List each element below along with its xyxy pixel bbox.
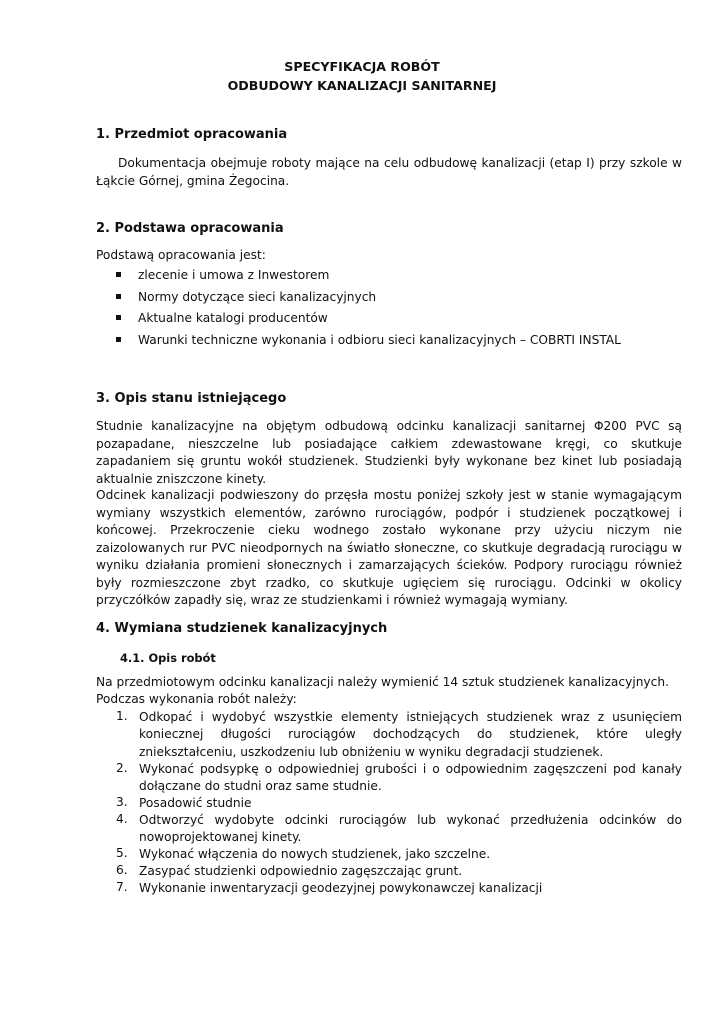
document-title-line1: SPECYFIKACJA ROBÓT [284,59,440,74]
list-number: 1. [116,709,128,723]
section-1-text: Dokumentacja obejmuje roboty mające na celu odbudowę kanalizacji (etap I) przy szkole w Łąkcie Górnej, gmina Żegocina. [96,156,682,188]
section-3-paragraph-2: Odcinek kanalizacji podwieszony do przęsła mostu poniżej szkoły jest w stanie wymagającym wymiany wszystkich elementów, zarówno rurociągów, podpór i studzienek początkowej i końcowej. Przekroczenie cieku wodnego zostało wykonane przy użyciu niczym nie zaizolowanych rur PVC nieodpornych na światło słoneczne, co skutkuje degradacją rurociągu w wyniku działania promieni słonecznych i zamarzających ścieków. Podpory rurociągu również były rozmieszczone zbyt rzadko, co skutkuje ugięciem się rurociągu. Odcinki w okolicy przyczółków zapadły się, wraz ze studzienkami i również wymagają wymiany. [96,488,682,607]
list-number: 3. [116,795,128,809]
section-1-heading: 1. Przedmiot opracowania [96,127,288,142]
list-number: 7. [116,880,128,894]
list-number: 6. [116,863,128,877]
list-number: 5. [116,846,128,860]
list-item-text: Normy dotyczące sieci kanalizacyjnych [138,290,377,304]
list-item-text: Odkopać i wydobyć wszystkie elementy istniejących studzienek wraz z usunięciem koniecznej długości rurociągów dochodzących do studzienek, które uległy zniekształceniu, uszkodzeniu lub obniżeniu w wyniku degradacji studzienek. [139,710,682,759]
section-4-line-2: Podczas wykonania robót należy: [96,692,297,706]
section-3-heading: 3. Opis stanu istniejącego [96,391,287,406]
list-item-text: Wykonać podsypkę o odpowiedniej grubości i o odpowiednim zagęszczeni pod kanały dołączane do studni oraz same studnie. [139,762,682,794]
bullet-square-icon [116,272,121,277]
list-number: 4. [116,812,128,826]
section-2-heading: 2. Podstawa opracowania [96,221,284,236]
list-item-text: Posadowić studnie [139,796,252,810]
list-item-text: Aktualne katalogi producentów [138,311,328,325]
document-title-line2: ODBUDOWY KANALIZACJI SANITARNEJ [227,78,497,93]
section-4-heading: 4. Wymiana studzienek kanalizacyjnych [96,621,388,636]
list-item-text: zlecenie i umowa z Inwestorem [138,268,330,282]
list-item-text: Warunki techniczne wykonania i odbioru sieci kanalizacyjnych – COBRTI INSTAL [138,333,621,347]
bullet-square-icon [116,337,121,342]
section-4-line-1: Na przedmiotowym odcinku kanalizacji należy wymienić 14 sztuk studzienek kanalizacyjnych. [96,675,669,689]
list-item-text: Wykonać włączenia do nowych studzienek, jako szczelne. [139,847,491,861]
bullet-square-icon [116,294,121,299]
section-2-intro: Podstawą opracowania jest: [96,248,266,262]
list-number: 2. [116,761,128,775]
section-3-paragraph-1: Studnie kanalizacyjne na objętym odbudową odcinku kanalizacji sanitarnej Φ200 PVC są pozapadane, nieszczelne lub posiadające całkiem zdewastowane kręgi, co skutkuje zapadaniem się gruntu wokół studzienek. Studzienki były wykonane bez kinet lub posiadają aktualnie zniszczone kinety. [96,419,682,486]
list-item-text: Wykonanie inwentaryzacji geodezyjnej powykonawczej kanalizacji [139,881,543,895]
list-item-text: Odtworzyć wydobyte odcinki rurociągów lub wykonać przedłużenia odcinków do nowoprojektowanej kinety. [139,813,682,845]
list-item-text: Zasypać studzienki odpowiednio zagęszczając grunt. [139,864,463,878]
bullet-square-icon [116,315,121,320]
section-4-1-subheading: 4.1. Opis robót [120,651,216,665]
